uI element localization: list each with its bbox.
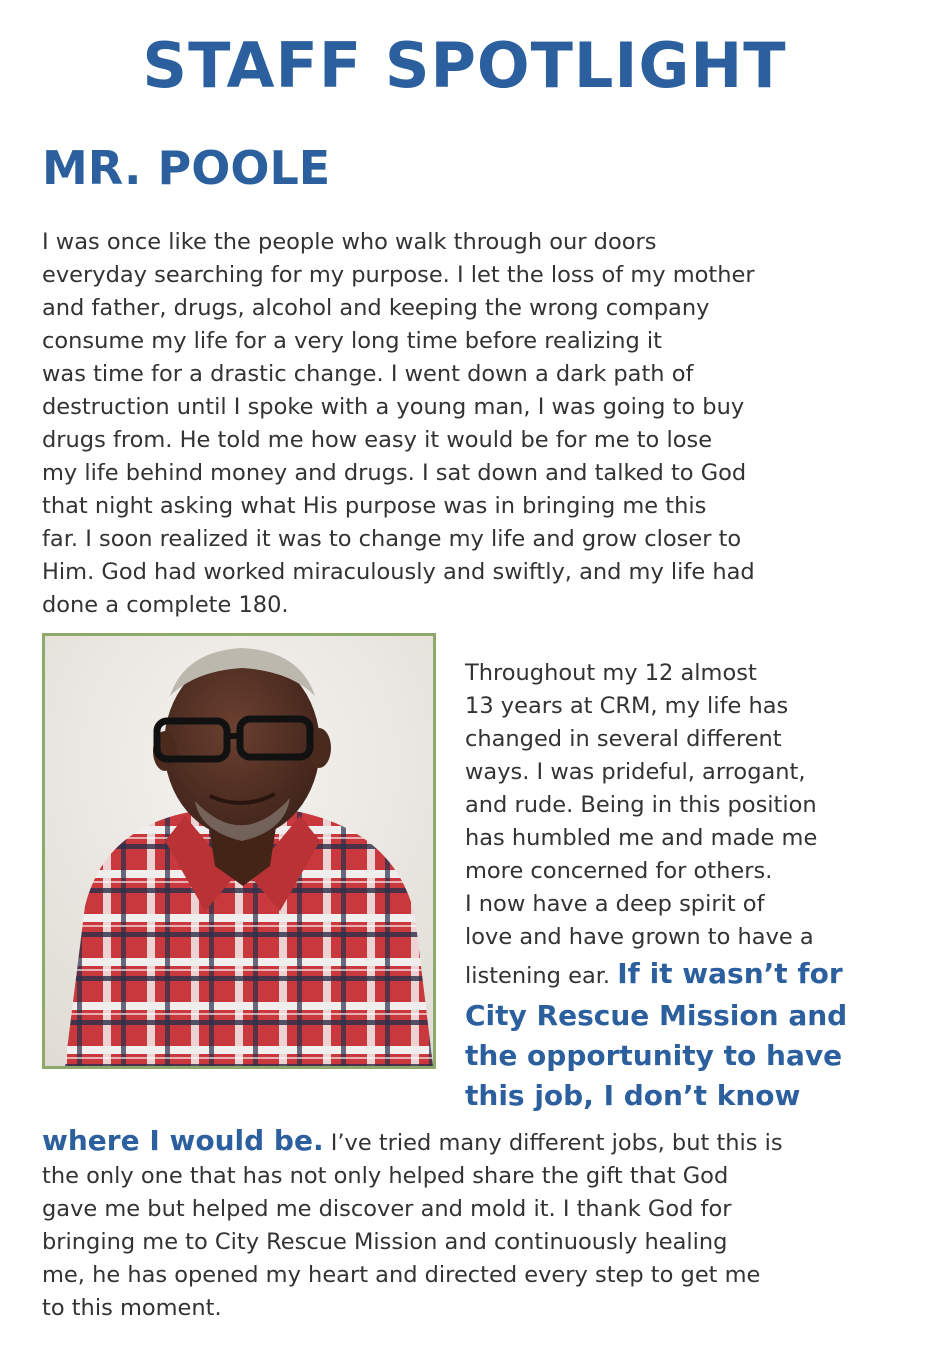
highlight-quote: If it wasn’t for xyxy=(617,957,843,990)
closing-paragraph xyxy=(42,1124,783,1325)
text-line: my life behind money and drugs. I sat down and talked to God xyxy=(42,460,747,486)
text-line: me, he has opened my heart and directed every step to get me xyxy=(42,1262,761,1288)
highlight-quote-line: the opportunity to have xyxy=(465,1039,843,1072)
text-line: ways. I was prideful, arrogant, xyxy=(465,759,806,785)
text-segment: listening ear. xyxy=(465,963,618,989)
page-title: STAFF SPOTLIGHT xyxy=(142,29,787,102)
text-line: Him. God had worked miraculously and swiftly, and my life had xyxy=(42,559,755,585)
text-line: and rude. Being in this position xyxy=(465,792,817,818)
text-line: bringing me to City Rescue Mission and continuously healing xyxy=(42,1229,728,1255)
text-line: gave me but helped me discover and mold it. I thank God for xyxy=(42,1196,732,1222)
story-paragraph xyxy=(465,657,847,1116)
portrait-photo xyxy=(42,633,436,1069)
text-line: changed in several different xyxy=(465,726,782,752)
text-line xyxy=(465,954,847,996)
text-line: 13 years at CRM, my life has xyxy=(465,693,789,719)
text-line xyxy=(42,1124,783,1160)
text-line: everyday searching for my purpose. I let the loss of my mother xyxy=(42,262,755,288)
staff-name: MR. POOLE xyxy=(42,141,331,195)
text-line: more concerned for others. xyxy=(465,858,773,884)
text-line: Throughout my 12 almost xyxy=(465,660,757,686)
text-line: I now have a deep spirit of xyxy=(465,891,765,917)
text-line: drugs from. He told me how easy it would be for me to lose xyxy=(42,427,713,453)
text-line: was time for a drastic change. I went down a dark path of xyxy=(42,361,694,387)
text-line: love and have grown to have a xyxy=(465,924,814,950)
text-line: consume my life for a very long time before realizing it xyxy=(42,328,662,354)
text-line: done a complete 180. xyxy=(42,592,289,618)
text-line: to this moment. xyxy=(42,1295,222,1321)
text-line: the only one that has not only helped share the gift that God xyxy=(42,1163,729,1189)
portrait-illustration xyxy=(45,636,433,1066)
text-line: far. I soon realized it was to change my life and grow closer to xyxy=(42,526,742,552)
highlight-quote-line: City Rescue Mission and xyxy=(465,999,848,1032)
highlight-quote-line: where I would be. xyxy=(42,1124,324,1157)
text-line: has humbled me and made me xyxy=(465,825,818,851)
highlight-quote-line: this job, I don’t know xyxy=(465,1079,801,1112)
text-line: and father, drugs, alcohol and keeping the wrong company xyxy=(42,295,710,321)
text-line: I was once like the people who walk through our doors xyxy=(42,229,657,255)
text-segment: I’ve tried many different jobs, but this is xyxy=(323,1130,783,1156)
text-line: destruction until I spoke with a young man, I was going to buy xyxy=(42,394,745,420)
intro-paragraph xyxy=(42,226,755,622)
text-line: that night asking what His purpose was in bringing me this xyxy=(42,493,707,519)
